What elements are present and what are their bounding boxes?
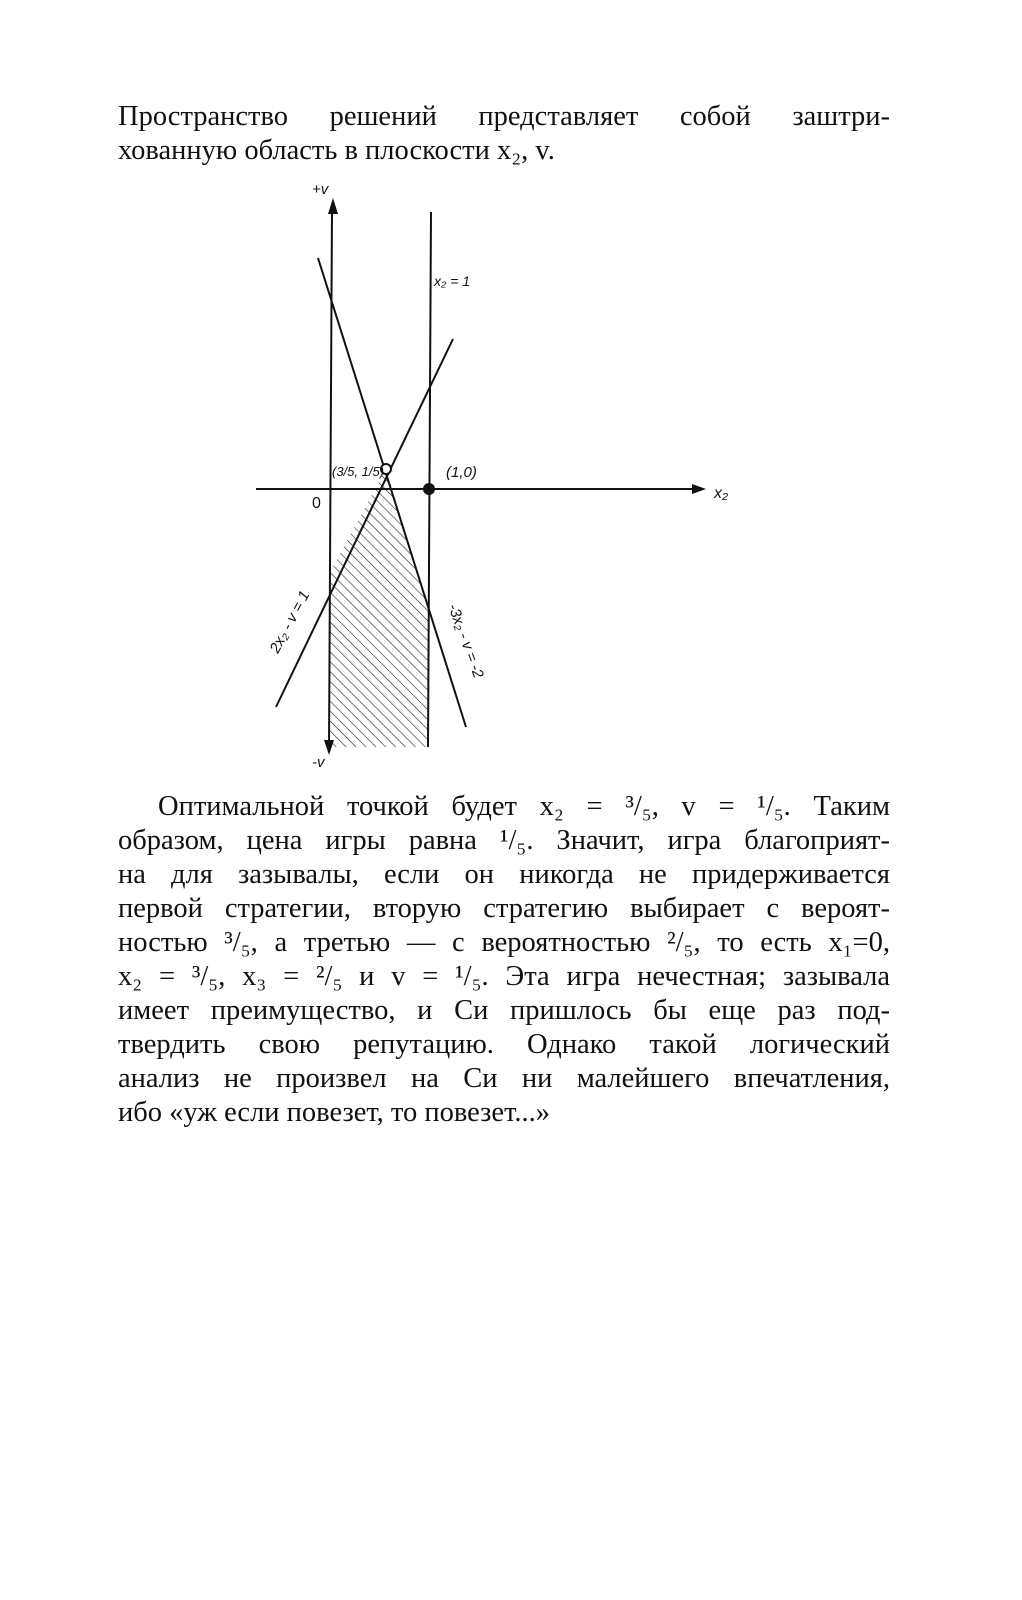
text-line: анализ не произвел на Си ни малейшего впечатления, — [118, 1063, 890, 1094]
text-line: на для зазывалы, если он никогда не придерживается — [118, 859, 890, 890]
conclusion-paragraph — [118, 790, 890, 1130]
axis-x2-label: x₂ — [714, 485, 729, 502]
text-line: имеет преимущество, и Си пришлось бы еще раз под- — [118, 995, 890, 1026]
origin-label: 0 — [312, 495, 321, 512]
text-line: первой стратегии, вторую стратегию выбирает с вероят- — [118, 893, 890, 924]
x2-axis-arrow — [692, 484, 706, 494]
text-line: хованную область в плоскости x₂, v. — [118, 135, 555, 166]
text-line: твердить свою репутацию. Однако такой логический — [118, 1029, 890, 1060]
point-1-0-label: (1,0) — [446, 464, 477, 481]
feasible-region-hatch — [329, 469, 428, 747]
optimal-point-label: (3/5, 1/5) — [332, 464, 385, 479]
solution-space-figure — [240, 176, 760, 786]
axis-v-positive-label: +v — [312, 181, 329, 198]
text-line: ностью ³/₅, а третью — с вероятностью ²/₅, то есть x₁=0, — [118, 927, 890, 958]
text-line: Пространство решений представляет собой заштри- — [118, 101, 890, 132]
text-line: x₂ = ³/₅, x₃ = ²/₅ и v = ¹/₅. Эта игра нечестная; зазывала — [118, 961, 890, 992]
line-2x2-label: 2x₂ - v = 1 — [266, 587, 314, 656]
intro-paragraph — [118, 100, 890, 168]
v-axis-arrow-down — [324, 740, 334, 755]
line-x2-eq-1-label: x₂ = 1 — [434, 273, 471, 289]
line-x2-equals-1 — [428, 212, 431, 747]
axis-v-negative-label: -v — [312, 754, 325, 771]
solution-space-plot — [240, 176, 760, 786]
text-line: Оптимальной точкой будет x₂ = ³/₅, v = ¹/₅. Таким — [158, 791, 890, 822]
line-minus-3x2-label: -3x₂ - v = -2 — [444, 601, 487, 681]
text-line: образом, цена игры равна ¹/₅. Значит, игра благоприят- — [118, 825, 890, 856]
text-line: ибо «уж если повезет, то повезет...» — [118, 1097, 551, 1128]
point-1-0 — [423, 483, 435, 495]
v-axis-arrow-up — [328, 198, 338, 214]
